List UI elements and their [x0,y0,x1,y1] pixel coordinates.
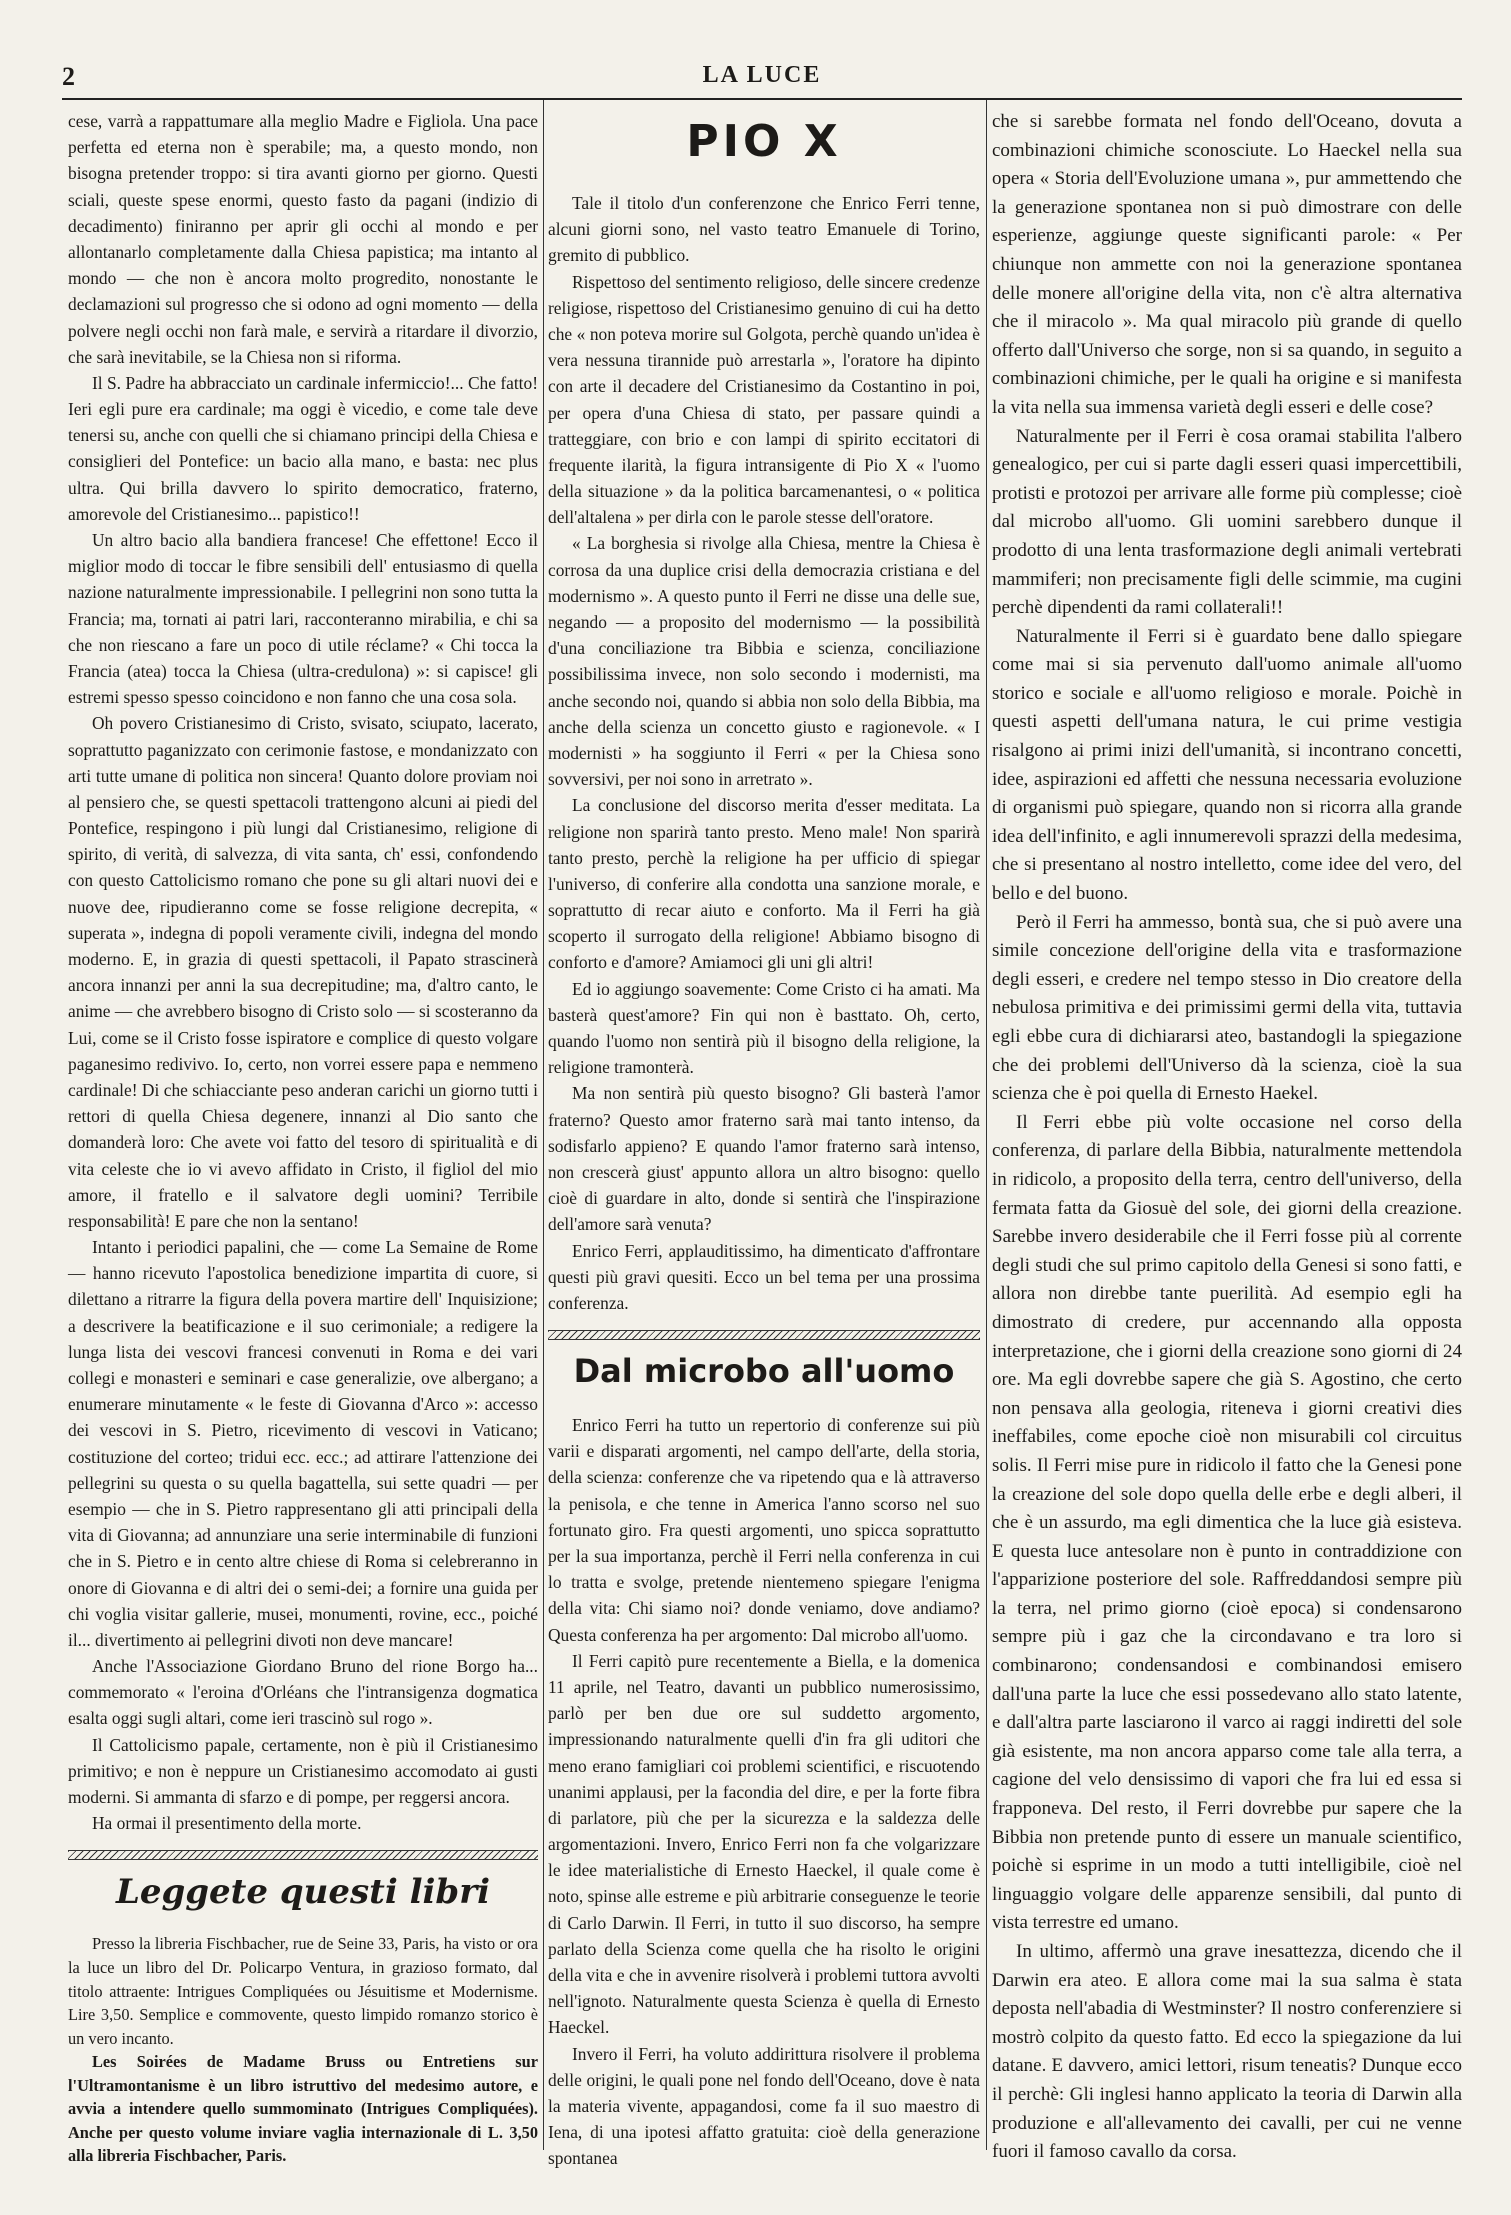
article-paragraph: Ed io aggiungo soavemente: Come Cristo ci ha amati. Ma basterà quest'amore? Fin qui non è basttato. Oh, certo, quando l'uomo non sentirà più il bisogno della religione, la religione tramonterà. [548,978,980,1078]
notice-paragraph: Presso la libreria Fischbacher, rue de Seine 33, Paris, ha visto or ora la luce un libro del Dr. Policarpo Ventura, in grazioso formato, dal titolo attraente: Intrigues Compliquées ou Jésuitisme et Modernisme. Lire 3,50. Semplice e commovente, questo limpido romanzo storico è un vero incanto. [68,1934,538,2048]
article-paragraph: Però il Ferri ha ammesso, bontà sua, che si può avere una simile concezione dell'origine della vita e trasformazione degli esseri, e credere nel tempo stesso in Dio creatore della nebulosa primitiva e dei primissimi germi della vita, tuttavia egli ebbe cura di dichiararsi ateo, bastandogli la spiegazione che dei problemi dell'Universo dà la scienza, cioè la sua scienza che è poi quella di Ernesto Haekel. [992,911,1462,1105]
article-paragraph: Naturalmente il Ferri si è guardato bene dallo spiegare come mai si sia pervenuto dall'uomo animale all'uomo storico e sociale e all'uomo religioso e morale. Poichè in questi aspetti dell'umana natura, le cui prime vestigia risalgono ai primi inizi dell'umanità, si incontrano concetti, idee, aspirazioni ed affetti che nessuna necessaria evoluzione di organismi può spiegare, quando non si ricorra alla grande idea dell'infinito, e agli innumerevoli sprazzi della medesima, che si presentano al nostro intelletto, come idee del vero, del bello e del buono. [992,625,1462,905]
article-paragraph: cese, varrà a rappattumare alla meglio Madre e Figliola. Una pace perfetta ed eterna non è sperabile; ma, a questo mondo, non bisogna pretender troppo: si tira avanti giorno per giorno. Questi sciali, queste spese enormi, questo fasto da pagani (indizio di decadimento) finiranno per aprir gli occhi al mondo e per allontanarlo completamente dalla Chiesa papistica; ma intanto al mondo — che non è ancora molto progredito, nonostante le declamazioni sul progresso che si odono ad ogni momento — della polvere negli occhi non farà male, e servirà a ritardare il divorzio, che sarà inevitabile, se la Chiesa non si riforma. [68,111,538,367]
article-paragraph: Enrico Ferri ha tutto un repertorio di conferenze sui più varii e disparati argomenti, nel campo dell'arte, della storia, della scienza: conferenze che va ripetendo qua e là attraverso la penisola, e che tenne in America l'anno scorso nel suo fortunato giro. Fra questi argomenti, uno spicca soprattutto per la sua importanza, perchè il Ferri nella conferenza in cui lo tratta e svolge, pretende nientemeno spiegare l'enigma della vita: Chi siamo noi? donde veniamo, dove andiamo? Questa conferenza ha per argomento: Dal microbo all'uomo. [548,1415,980,1645]
article-paragraph: che si sarebbe formata nel fondo dell'Oceano, dovuta a combinazioni chimiche sconosciute. Lo Haeckel nella sua opera « Storia dell'Evoluzione umana », pur ammettendo che la generazione spontanea non si può dimostrare con delle esperienze, aggiunge queste significanti parole: « Per chiunque non ammette con noi la generazione spontanea delle monere all'origine della vita, non c'è altra alternativa che il miracolo ». Ma qual miracolo più grande di quello offerto dall'Universo che sorge, non si sa quando, in seguito a combinazioni chimiche, per le quali ha origine e si manifesta la vita nella sua immensa varietà degli esseri e delle cose? [992,111,1462,418]
article-paragraph: Anche l'Associazione Giordano Bruno del rione Borgo ha... commemorato « l'eroina d'Orléans che l'intransigenza dogmatica esalta oggi sugli altari, come ieri trascinò sul rogo ». [68,1656,538,1729]
article-paragraph: Oh povero Cristianesimo di Cristo, svisato, sciupato, lacerato, soprattutto paganizzato con cerimonie fastose, e mondanizzato con arti tutte umane di politica non sincera! Quanto dolore proviam noi al pensiero che, se questi spettacoli trattengono alcuni ai piedi del Pontefice, respingono i più lungi dal Cristianesimo, religione di spirito, di verità, di salvezza, di vita santa, ch' essi, confondendo con questo Cattolicismo romano che pone su gli altari nuovi dei e nuove dee, ripudieranno come se fosse religione decrepita, « superata », indegna di popoli veramente civili, indegna del mondo moderno. E, in grazia di questi spettacoli, il Papato strascinerà ancora innanzi per anni la sua decrepitudine; ma, d'altro canto, le anime — che avrebbero bisogno di Cristo solo — si scosteranno da Lui, come se il Cristo fosse ispiratore e complice di questo volgare paganesimo redivivo. Io, certo, non vorrei essere papa e nemmeno cardinale! Di che schiacciante peso anderan carichi un giorno tutti i rettori di quella Chiesa degenere, innanzi al Dio santo che domanderà loro: Che avete voi fatto del tesoro di spiritualità e di vita celeste che io vi avevo affidato in Cristo, il figliol del mio amore, il fratello e il salvatore degli uomini? Terribile responsabilità! E pare che non la sentano! [68,713,538,1231]
article-paragraph: Il Cattolicismo papale, certamente, non è più il Cristianesimo primitivo; e non è neppure un Cristianesimo accomodato ai gusti moderni. Si ammanta di sfarzo e di pompe, per reggersi ancora. [68,1734,538,1807]
microbo-title: Dal microbo all'uomo [573,1352,955,1391]
column-2 [548,108,980,2172]
pio-x-title: PIO X [686,116,842,167]
article-paragraph: Ha ormai il presentimento della morte. [92,1813,362,1834]
article-paragraph: Il Ferri ebbe più volte occasione nel corso della conferenza, di parlare della Bibbia, naturalmente mettendola in ridicolo, a proposito della terra, centro dell'universo, della fermata fatta da Giosuè del sole, dei giorni della creazione. Sarebbe invero desiderabile che il Ferri fosse più al corrente degli studi che sul primo capitolo della Genesi si sono fatti, e allora non direbbe tante puerilità. Ad esempio egli ha dimostrato di credere, pur accennando alla opposta interpretazione, che i giorni della creazione sono giorni di 24 ore. Ma egli dovrebbe sapere che già S. Agostino, che certo non pensava alla geologia, riteneva i giorni creativi dies ineffabiles, come epoche cioè non misurabili col circuitus solis. Il Ferri mise pure in ridicolo il fatto che la Genesi pone la creazione del sole dopo quella delle erbe e degli alberi, il che è un assurdo, ma egli dimentica che la luce già esisteva. E questa luce antesolare non è punto in contraddizione con l'apparizione posteriore del sole. Raffreddandosi sempre più la terra, nel primo giorno (cioè epoca) si condensarono sempre più i gaz che la circondavano e tra loro si combinarono; condensandosi e combinandosi emisero dall'una parte la luce che essi possedevano allo stato latente, e dall'altra parte lasciarono il varco ai raggi indiretti del sole già esistente, ma non ancora apparso come tale alla terra, a cagione del velo densissimo di vapori che fra lui ed essa si frapponeva. Del resto, il Ferri dovrebbe pur sapere che la Bibbia non pretende punto di essere un manuale scientifico, poichè si esprime in un modo a tutti intelligibile, cioè nel linguaggio volgare delle apparenze sensibili, dal punto di vista terrestre ed umano. [992,1111,1462,1934]
article-paragraph: Il Ferri capitò pure recentemente a Biella, e la domenica 11 aprile, nel Teatro, davanti un pubblico numerosissimo, parlò per ben due ore sul suddetto argomento, impressionando naturalmente quelli d'in fra gli uditori che meno erano famigliari coi problemi scientifici, e riscuotendo unanimi applausi, per la facondia del dire, e per la forte fibra di parlatore, più che per la sicurezza e la saldezza delle argomentazioni. Invero, Enrico Ferri non fa che volgarizzare le idee materialistiche di Ernesto Haeckel, il quale come è noto, spinse alle estreme e più arbitrarie conseguenze le teorie di Carlo Darwin. Il Ferri, in tutto il suo discorso, ha sempre parlato della Scienza come quella che ha risolto le origini della vita e che in avvenire risolverà i problemi tuttora avvolti nell'ignoto. Naturalmente questa Scienza è quella di Ernesto Haeckel. [548,1650,980,2038]
section-divider [548,1330,980,1340]
page-number: 2 [62,62,75,91]
article-paragraph: Intanto i periodici papalini, che — come La Semaine de Rome — hanno ricevuto l'apostolica benedizione impartita di cuore, si dilettano a ritrarre la figura della povera martire dell' Inquisizione; a descrivere la beatificazione e il suo cerimoniale; a redigere la lunga lista dei vescovi francesi convenuti in Roma e dei vari collegi e monasteri e seminari e case generalizie, ove albergano; a enumerare minutamente « le feste di Giovanna d'Arco »: accesso dei vescovi in S. Pietro, ricevimento di vescovi in Vaticano; costituzione del corteo; tridui ecc. ecc.; ad attirare l'attenzione dei pellegrini su questa o su quella bagattella, sui sette quadri — per esempio — che in S. Pietro rappresentano gli atti principali della vita di Giovanna; ad annunziare una serie interminabile di funzioni che in S. Pietro e in cento altre chiese di Roma si celebreranno in onore di Giovanna e di altri dei o semi-dei; a fornire una guida per chi voglia visitar gallerie, musei, monumenti, rovine, ecc., poiché il... divertimento ai pellegrini divoti non deve mancare! [68,1237,538,1650]
article-paragraph: « La borghesia si rivolge alla Chiesa, mentre la Chiesa è corrosa da una duplice crisi della democrazia cristiana e del modernismo ». A questo punto il Ferri ne disse una delle sue, negando — a proposito del modernismo — la possibilità d'una conciliazione tra Bibbia e scienza, conciliazione possibilissima invece, non solo secondo i modernisti, ma anche secondo noi, quando si abbia non solo della Bibbia, ma anche della scienza un concetto giusto e ragionevole. « I modernisti » ha soggiunto il Ferri « per la Chiesa sono sovversivi, per noi sono in arretrato ». [548,533,980,790]
article-paragraph: Un altro bacio alla bandiera francese! Che effettone! Ecco il miglior modo di toccar le fibre sensibili dell' entusiasmo di quella nazione naturalmente impressionabile. I pellegrini non sono tutta la Francia; ma, tornati ai patri lari, racconteranno mirabilia, e chi sa che non riescano a fare un poco di utile réclame? « Chi tocca la Francia (atea) tocca la Chiesa (ultra-credulona) »: si capisce! gli estremi spesso spesso coincidono e non fanno che una cosa sola. [68,530,538,708]
article-paragraph: Invero il Ferri, ha voluto addirittura risolvere il problema delle origini, le quali pone nel fondo dell'Oceano, dove è nata la materia vivente, appagandosi, come fa il suo maestro di Iena, di una ipotesi affatto gratuita: cioè della generazione spontanea [548,2043,980,2169]
column-rule [986,100,987,2150]
notice-paragraph: Les Soirées de Madame Bruss ou Entretiens sur l'Ultramontanisme è un libro istruttivo del medesimo autore, e avvia a intendere quello summominato (Intrigues Compliquées). Anche per questo volume inviare vaglia internazionale di L. 3,50 alla libreria Fischbacher, Paris. [68,2052,538,2166]
article-paragraph: Ma non sentirà più questo bisogno? Gli basterà l'amor fraterno? Questo amor fraterno sarà mai tanto intenso, da sodisfarlo appieno? E quando l'amor fraterno sarà intenso, non crescerà giust' appunto allora un altro bisogno: quello cioè di guardare in alto, donde si sentirà che l'inspirazione dell'amore sarà venuta? [548,1083,980,1235]
section-divider [68,1850,538,1860]
column-1 [68,108,538,2168]
article-paragraph: Rispettoso del sentimento religioso, delle sincere credenze religiose, rispettoso del Cristianesimo genuino di cui ha detto che « non poteva morire sul Golgota, perchè quando un'idea è vera nessuna tirannide può arrestarla », l'oratore ha dipinto con arte il decadere del Cristianesimo da Costantino in poi, per opera d'una Chiesa di stato, per passare quindi a tratteggiare, con brio e con lampi di spirito eccitatori di frequente ilarità, la figura intransigente di Pio X « l'uomo della situazione » da la politica barcamenantesi, o « politica dell'altalena » per dirla con le parole stesse dell'oratore. [548,271,980,528]
article-paragraph: Naturalmente per il Ferri è cosa oramai stabilita l'albero genealogico, per cui si parte dagli esseri quasi impercettibili, protisti e protozoi per arrivare alle forme più complesse; cioè dal microbo all'uomo. Gli uomini sarebbero dunque il prodotto di una lenta trasformazione degli animali vertebrati mammiferi; non precisamente figli delle scimmie, ma cugini perchè dipendenti da rami collaterali!! [992,425,1462,619]
article-paragraph: Tale il titolo d'un conferenzone che Enrico Ferri tenne, alcuni giorni sono, nel vasto teatro Emanuele di Torino, gremito di pubblico. [548,193,980,266]
column-rule [543,100,544,2150]
article-paragraph: La conclusione del discorso merita d'esser meditata. La religione non sparirà tanto presto. Meno male! Non sparirà tanto presto, perchè la religione ha per ufficio di spiegar l'universo, di conferire alla condotta una sanzione morale, e soprattutto di recar aiuto e conforto. Ma il Ferri ha già scoperto il surrogato della religione! Abbiamo bisogno di conforto e d'amore? Amiamoci gli uni gli altri! [548,795,980,973]
leggete-title: Leggete questi libri [115,1872,491,1913]
book-notice [68,1932,538,2168]
column-3 [992,108,1462,2167]
masthead: LA LUCE [702,62,822,88]
article-paragraph: Enrico Ferri, applauditissimo, ha dimenticato d'affrontare questi più gravi quesiti. Ecco un bel tema per una prossima conferenza. [548,1240,980,1313]
article-paragraph: In ultimo, affermò una grave inesattezza, dicendo che il Darwin era ateo. E allora come mai la sua salma è stata deposta nell'abadia di Westminster? Il nostro conferenziere si mostrò colpito da questo fatto. Ed ecco la spiegazione da lui datane. E davvero, amici lettori, risum teneatis? Dunque ecco il perchè: Gli inglesi hanno applicato la teoria di Darwin alla produzione e all'allevamento dei cavalli, per cui ne venne fuori il famoso cavallo da corsa. [992,1941,1462,2163]
article-paragraph: Il S. Padre ha abbracciato un cardinale infermiccio!... Che fatto! Ieri egli pure era cardinale; ma oggi è vicedio, e come tale deve tenersi su, anche con quelli che si chiamano principi della Chiesa e consiglieri del Pontefice: un bacio alla mano, e basta: nec plus ultra. Qui brilla davvero lo spirito democratico, fraterno, amorevole del Cristianesimo... papistico!! [68,372,538,524]
page-header [62,58,1462,100]
